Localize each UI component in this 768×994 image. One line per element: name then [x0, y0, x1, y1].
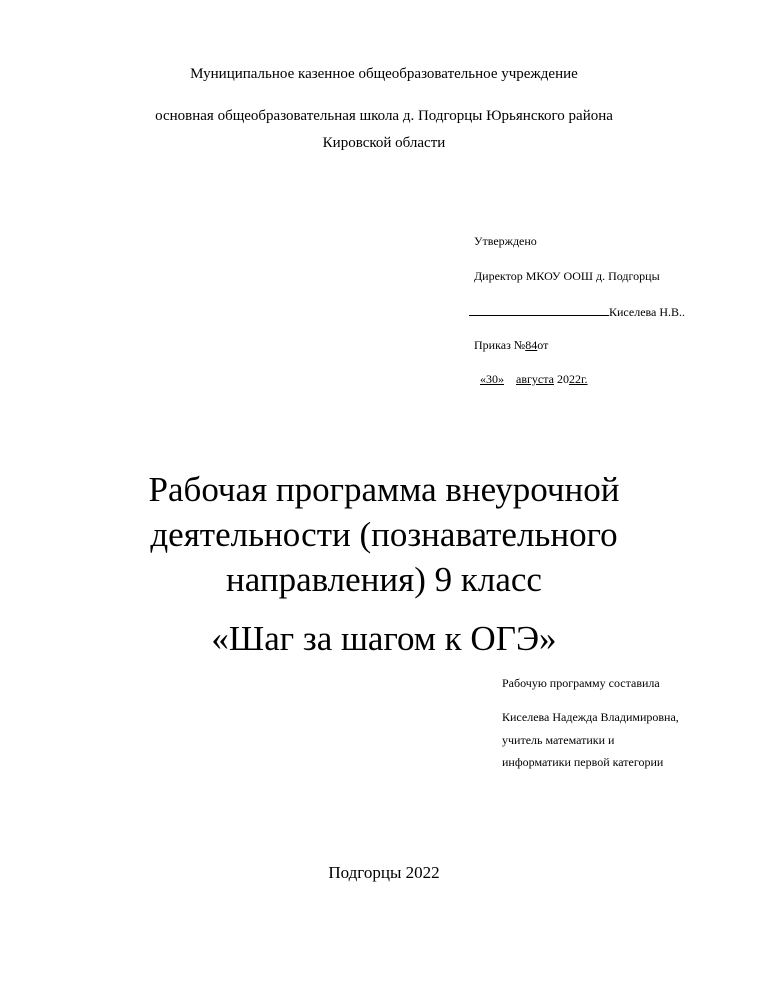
order-suffix: от: [537, 338, 549, 352]
place-year: Подгорцы 2022: [328, 863, 440, 882]
author-name: Киселева Надежда Владимировна,: [502, 710, 679, 724]
director-position: Директор МКОУ ООШ д. Подгорцы: [474, 269, 660, 283]
signature-blank: [469, 304, 609, 316]
date-year-suffix: 22г.: [568, 372, 588, 386]
institution-line-1: Муниципальное казенное общеобразовательное учреждение: [190, 66, 578, 82]
title-line-2: деятельности (познавательного: [150, 515, 618, 554]
order-date: [480, 372, 588, 387]
date-month: августа: [516, 372, 554, 386]
order-prefix: Приказ №: [474, 338, 526, 352]
institution-line-3: Кировской области: [322, 135, 446, 151]
title-line-4: «Шаг за шагом к ОГЭ»: [211, 619, 557, 658]
order-line: [474, 338, 548, 353]
author-role-line-1: учитель математики и: [502, 733, 615, 747]
author-role-line-2: информатики первой категории: [502, 755, 664, 769]
institution-line-2: основная общеобразовательная школа д. Подгорцы Юрьянского района: [155, 108, 613, 124]
director-name: Киселева Н.В..: [609, 305, 686, 319]
title-line-1: Рабочая программа внеурочной: [148, 470, 620, 509]
author-label: Рабочую программу составила: [502, 676, 660, 690]
date-year-prefix: 20: [556, 372, 569, 386]
approved-label: Утверждено: [474, 234, 537, 248]
title-line-3: направления) 9 класс: [226, 560, 542, 599]
signature-line: [469, 304, 685, 320]
date-day: «30»: [480, 372, 504, 386]
order-number: 84: [525, 338, 538, 352]
